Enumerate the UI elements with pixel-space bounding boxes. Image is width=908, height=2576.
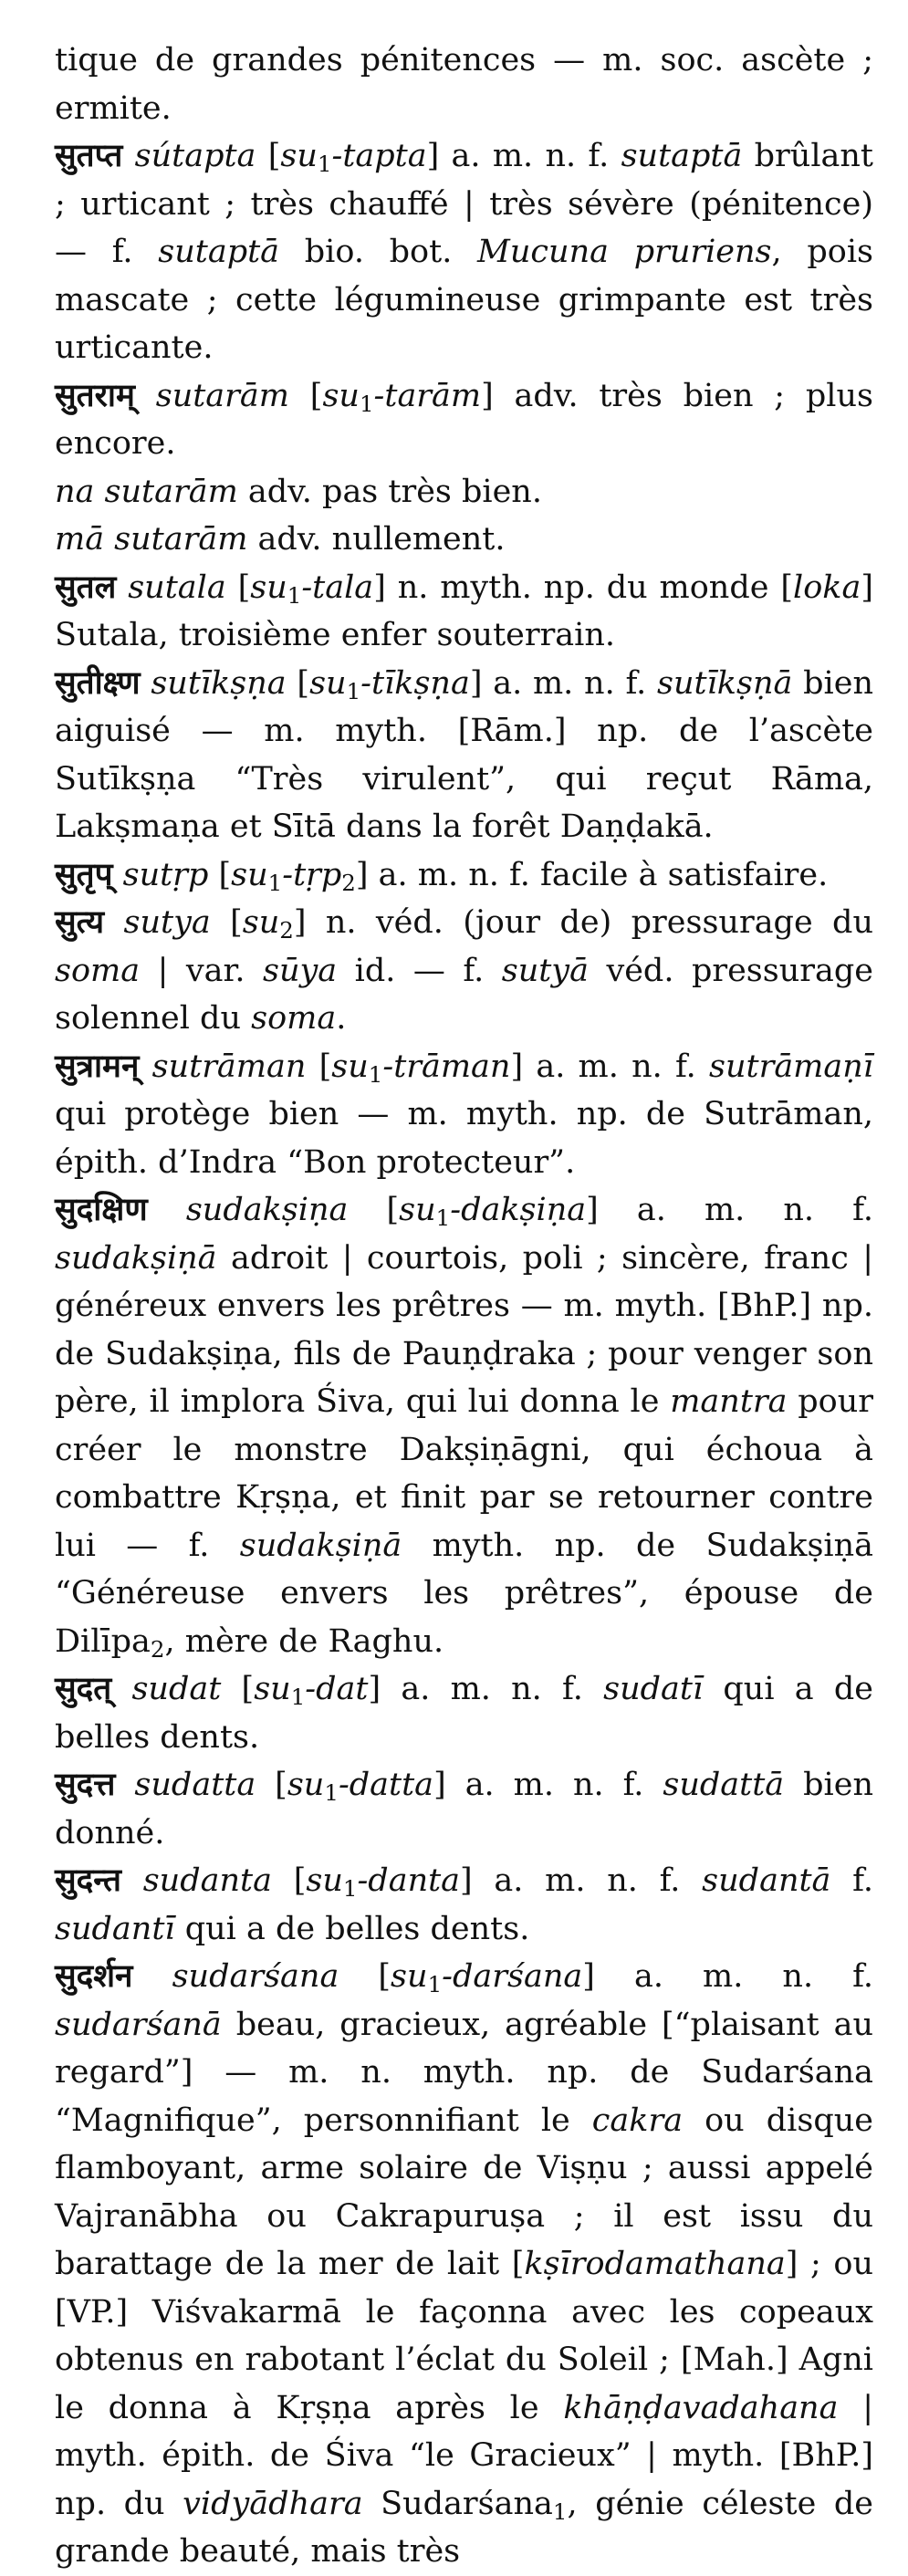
body-text: , génie céleste de grande beauté, mais très <box>55 2485 873 2570</box>
body-text: [ <box>286 664 310 702</box>
dictionary-entry <box>55 1665 873 1761</box>
body-text: qui a de belles dents. <box>55 1671 873 1756</box>
dictionary-entry <box>55 1761 873 1857</box>
italic-text: na sutarām <box>55 473 238 510</box>
body-text: [ <box>339 1958 391 1995</box>
body-text: qui protège bien — m. myth. np. de Sutrāman, épith. d’Indra “Bon protecteur”. <box>55 1096 873 1181</box>
italic-text: sutaptā <box>158 234 280 270</box>
body-text: bio. bot. <box>279 234 478 270</box>
body-text: ] a. m. n. f. <box>510 1048 710 1085</box>
italic-text: sutrāman <box>151 1048 307 1085</box>
body-text: myth. np. de Sudakṣiṇā “Généreuse envers les prêtres”, épouse de Dilīpa <box>55 1527 874 1660</box>
body-text <box>122 138 134 174</box>
italic-text: sudattā <box>663 1767 785 1803</box>
body-text <box>135 378 156 414</box>
devanagari-headword: सुतृप् <box>55 855 113 893</box>
italic-text: sutīkṣṇā <box>657 664 793 702</box>
italic-text: -tṛp <box>282 856 342 893</box>
italic-text: su <box>242 904 280 941</box>
italic-text: vidyādhara <box>183 2485 363 2522</box>
italic-text: sutya <box>123 904 211 941</box>
body-text: ou disque flamboyant, arme solaire de Viṣṇu ; aussi appelé Vajranābha ou Cakrapuruṣa ; il est issu du barattage de la mer de lait [ <box>55 2101 873 2282</box>
dictionary-entry <box>55 851 873 900</box>
body-text: ] n. véd. (jour de) pressurage du <box>293 904 873 941</box>
dictionary-entry <box>55 1953 873 2576</box>
italic-text: sutala <box>128 568 226 606</box>
body-text <box>141 665 151 702</box>
body-text: ] Sutala, troisième enfer souterrain. <box>55 568 873 653</box>
body-text: beau, gracieux, agréable [“plaisant au regard”] — m. n. myth. np. de Sudarśana “Magnifique”, personnifiant le <box>55 2006 873 2139</box>
subscript-index: 1 <box>324 1779 339 1807</box>
italic-text: sutyā <box>501 952 589 989</box>
body-text: ] a. m. n. f. <box>426 138 621 174</box>
devanagari-headword: सुदन्त <box>55 1862 121 1899</box>
body-text: ] a. m. n. f. <box>469 664 658 702</box>
dictionary-entry <box>55 37 873 132</box>
body-text: adv. pas très bien. <box>237 473 542 510</box>
italic-text: mā sutarām <box>55 521 248 558</box>
body-text: qui a de belles dents. <box>174 1910 530 1947</box>
body-text <box>104 904 123 941</box>
body-text: [ <box>210 904 243 941</box>
italic-text: -darśana <box>442 1958 583 1995</box>
italic-text: Mucuna pruriens <box>477 234 772 270</box>
body-text: [ <box>348 1192 400 1228</box>
body-text: | myth. épith. de Śiva “le Gracieux” | myth. [BhP.] np. du <box>55 2389 873 2522</box>
body-text: [ <box>256 1767 287 1803</box>
italic-text: soma <box>251 1000 337 1037</box>
subscript-index: 1 <box>435 1205 451 1232</box>
italic-text: su <box>280 138 318 174</box>
body-text: bien donné. <box>55 1767 873 1851</box>
devanagari-headword: सुत्रामन् <box>55 1047 140 1085</box>
devanagari-headword: सुतप्त <box>55 137 123 174</box>
dictionary-entry <box>55 899 873 1043</box>
body-text: adv. nullement. <box>247 521 506 558</box>
italic-text: -datta <box>338 1767 434 1803</box>
italic-text: mantra <box>670 1383 788 1420</box>
body-text <box>121 1862 143 1899</box>
devanagari-headword: सुदत् <box>55 1670 112 1707</box>
italic-text: su <box>322 377 360 414</box>
italic-text: -tīkṣṇa <box>360 664 470 702</box>
italic-text: sudarśanā <box>55 2006 222 2043</box>
italic-text: sudatta <box>134 1767 256 1803</box>
devanagari-headword: सुदर्शन <box>55 1957 133 1995</box>
body-text: brûlant ; urticant ; très chauffé | très sévère (pénitence) — f. <box>55 138 873 270</box>
italic-text: sudarśana <box>172 1958 339 1995</box>
subscript-index: 2 <box>279 917 294 944</box>
devanagari-headword: सुतल <box>55 568 117 606</box>
italic-text: sudakṣiṇā <box>55 1239 217 1277</box>
body-text: ] a. m. n. f. <box>460 1862 703 1899</box>
dictionary-entry <box>55 564 873 660</box>
body-text <box>115 1767 134 1803</box>
italic-text: khāṇḍavadahana <box>563 2389 839 2426</box>
body-text: Sudarśana <box>362 2485 553 2522</box>
italic-text: sutrāmaṇī <box>709 1048 873 1085</box>
italic-text: sutaptā <box>621 138 743 174</box>
body-text: ] a. m. n. f. <box>368 1671 604 1707</box>
italic-text: su <box>331 1048 369 1085</box>
italic-text: sūya <box>263 952 338 989</box>
italic-text: su <box>250 568 287 606</box>
body-text: [ <box>221 1671 255 1707</box>
italic-text: su <box>399 1192 436 1228</box>
italic-text: sutīkṣṇa <box>151 664 287 702</box>
italic-text: su <box>254 1671 291 1707</box>
sub-entry <box>55 516 873 564</box>
body-text: ] a. m. n. f. <box>582 1958 873 1995</box>
body-text: ] a. m. n. f. <box>433 1767 663 1803</box>
body-text: ] adv. très bien ; plus encore. <box>55 377 873 462</box>
italic-text: cakra <box>591 2101 684 2139</box>
body-text: pour créer le monstre Dakṣiṇāgni, qui échoua à combattre Kṛṣṇa, et finit par se retourner contre lui — f. <box>55 1383 874 1564</box>
body-text: [ <box>288 377 323 414</box>
subscript-index: 1 <box>552 2498 568 2525</box>
subscript-index: 1 <box>267 869 283 896</box>
sub-entry <box>55 468 873 516</box>
body-text: véd. pressurage solennel du <box>55 952 873 1037</box>
body-text: bien aiguisé — m. myth. [Rām.] np. de l’ascète Sutīkṣṇa “Très virulent”, qui reçut Rāma, Lakṣmaṇa et Sītā dans la forêt Daṇḍakā. <box>55 664 873 845</box>
body-text <box>113 857 123 893</box>
body-text: f. <box>830 1862 873 1899</box>
devanagari-headword: सुतीक्ष्ण <box>55 663 141 702</box>
italic-text: sutarām <box>155 377 289 414</box>
devanagari-headword: सुतराम् <box>55 376 135 414</box>
body-text: ] a. m. n. f. facile à satisfaire. <box>355 856 829 893</box>
italic-text: sutṛp <box>122 856 209 893</box>
dictionary-entry <box>55 660 873 851</box>
body-text: , pois mascate ; cette légumineuse grimpante est très urticante. <box>55 234 873 366</box>
italic-text: -tapta <box>331 138 427 174</box>
dictionary-entry <box>55 1857 873 1953</box>
body-text: tique de grandes pénitences — m. soc. ascète ; ermite. <box>55 42 873 127</box>
body-text: ] n. myth. np. du monde [ <box>373 568 793 606</box>
italic-text: sudantī <box>55 1910 175 1947</box>
italic-text: -dat <box>305 1671 369 1707</box>
devanagari-headword: सुदक्षिण <box>55 1191 148 1228</box>
italic-text: -trāman <box>382 1048 511 1085</box>
body-text: [ <box>256 138 281 174</box>
body-text: [ <box>306 1048 332 1085</box>
body-text: id. — f. <box>337 952 502 989</box>
body-text: [ <box>271 1862 307 1899</box>
devanagari-headword: सुत्य <box>55 903 105 941</box>
italic-text: sudantā <box>702 1862 831 1899</box>
italic-text: soma <box>55 952 141 989</box>
body-text: | var. <box>140 952 264 989</box>
body-text: [ <box>208 856 232 893</box>
body-text: ] a. m. n. f. <box>586 1192 873 1228</box>
subscript-index: 1 <box>359 390 374 417</box>
italic-text: sútapta <box>134 138 256 174</box>
body-text <box>148 1192 186 1228</box>
subscript-index: 1 <box>287 581 302 609</box>
italic-text: sudakṣiṇa <box>185 1192 349 1228</box>
subscript-index: 1 <box>342 1875 358 1903</box>
italic-text: sudat <box>131 1671 222 1707</box>
subscript-index: 1 <box>346 677 361 704</box>
italic-text: -dakṣiṇa <box>450 1192 587 1228</box>
subscript-index: 1 <box>290 1684 306 1711</box>
italic-text: kṣīrodamathana <box>524 2246 786 2282</box>
italic-text: su <box>309 664 347 702</box>
devanagari-headword: सुदत्त <box>55 1766 116 1803</box>
subscript-index: 2 <box>150 1635 165 1663</box>
dictionary-entry <box>55 372 873 468</box>
body-text: . <box>336 1000 347 1037</box>
italic-text: su <box>231 856 268 893</box>
italic-text: -danta <box>357 1862 461 1899</box>
dictionary-entry <box>55 1043 873 1187</box>
subscript-index: 2 <box>341 869 356 896</box>
body-text <box>132 1958 172 1995</box>
body-text: adroit | courtois, poli ; sincère, franc | généreux envers les prêtres — m. myth. [BhP.] np. de Sudakṣiṇa, fils de Pauṇḍraka ; pour venger son père, il implora Śiva, qui lui donna le <box>55 1239 873 1420</box>
italic-text: -tarām <box>373 377 482 414</box>
body-text <box>111 1671 131 1707</box>
dictionary-entry <box>55 132 873 372</box>
italic-text: loka <box>793 568 861 606</box>
italic-text: sudatī <box>603 1671 704 1707</box>
subscript-index: 1 <box>368 1060 383 1088</box>
italic-text: su <box>391 1958 428 1995</box>
subscript-index: 1 <box>317 151 332 178</box>
body-text: , mère de Raghu. <box>164 1622 444 1660</box>
italic-text: -tala <box>301 568 374 606</box>
body-text: [ <box>225 568 251 606</box>
italic-text: su <box>306 1862 343 1899</box>
dictionary-entry <box>55 1186 873 1665</box>
subscript-index: 1 <box>427 1971 443 1998</box>
italic-text: sudakṣiṇā <box>239 1527 402 1564</box>
body-text <box>139 1048 151 1085</box>
italic-text: su <box>287 1767 325 1803</box>
body-text <box>116 569 128 606</box>
italic-text: sudanta <box>142 1862 272 1899</box>
body-text: ] ; ou [VP.] Viśvakarmā le façonna avec les copeaux obtenus en rabotant l’éclat du Soleil ; [Mah.] Agni le donna à Kṛṣṇa après le <box>55 2246 874 2426</box>
